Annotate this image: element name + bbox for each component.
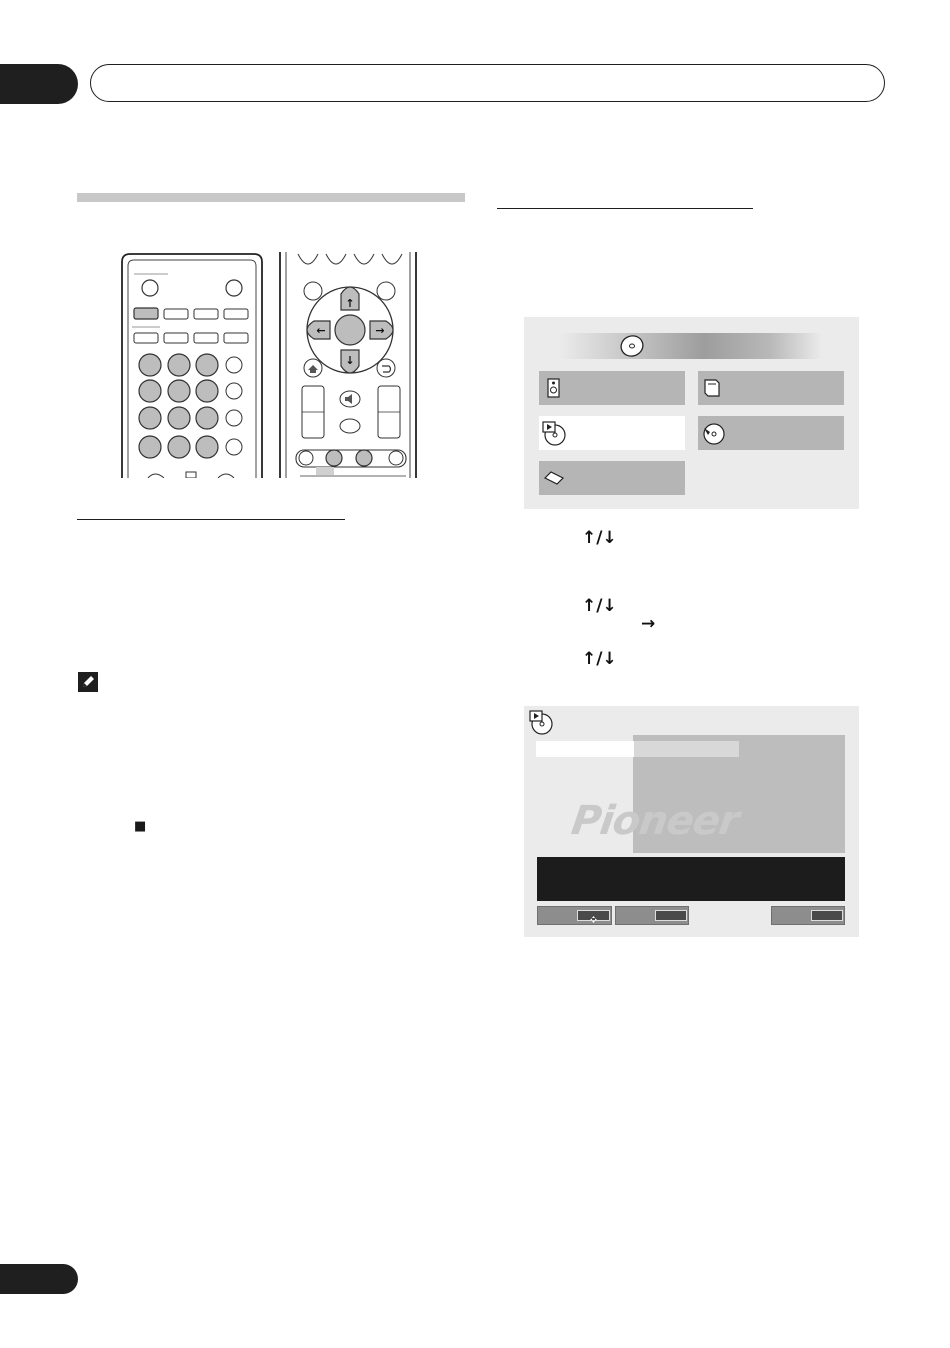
down-arrow-icon: ↓	[345, 354, 355, 367]
section-heading-band	[77, 193, 465, 202]
up-arrow-icon: ↑	[345, 297, 355, 310]
menu-tile-book[interactable]	[698, 371, 844, 405]
step-up-down-arrows-2: ↑/↓	[582, 596, 617, 616]
playlist-item-selected[interactable]	[536, 741, 634, 757]
cursor-arrows-icon	[578, 915, 609, 924]
step-up-down-arrows-1: ↑/↓	[582, 528, 617, 548]
return-button[interactable]	[771, 906, 845, 925]
menu-tile-tape[interactable]	[539, 461, 685, 495]
book-icon	[702, 376, 722, 400]
stop-symbol: ■	[134, 819, 147, 834]
left-arrow-icon: ←	[316, 324, 326, 337]
menu-tile-setup[interactable]	[539, 371, 685, 405]
chapter-header	[90, 64, 885, 102]
menu-tile-disc-tools[interactable]	[698, 416, 844, 450]
home-menu-header	[560, 333, 822, 359]
remote-illustration	[120, 252, 422, 478]
tape-icon	[543, 468, 565, 488]
chapter-tab	[0, 64, 78, 104]
step-up-down-arrows-3: ↑/↓	[582, 649, 617, 669]
play-disc-icon	[528, 709, 554, 735]
disc-icon	[618, 334, 646, 363]
note-pencil-icon	[78, 672, 98, 692]
pioneer-logo: Pioneer	[568, 798, 742, 844]
menu-tile-playlist[interactable]	[539, 416, 685, 450]
subsection-rule-right	[497, 208, 753, 209]
subsection-rule	[77, 519, 345, 520]
disc-tools-icon	[700, 420, 726, 446]
navigate-button[interactable]	[537, 906, 612, 925]
speaker-icon	[545, 376, 563, 400]
playlist-column-header	[634, 741, 739, 757]
play-disc-icon	[541, 420, 567, 446]
page-number-tab	[0, 1264, 78, 1294]
select-button[interactable]	[615, 906, 689, 925]
right-arrow-icon: →	[375, 324, 385, 337]
step-right-arrow: →	[641, 614, 656, 634]
playlist-info-bar	[537, 857, 845, 901]
